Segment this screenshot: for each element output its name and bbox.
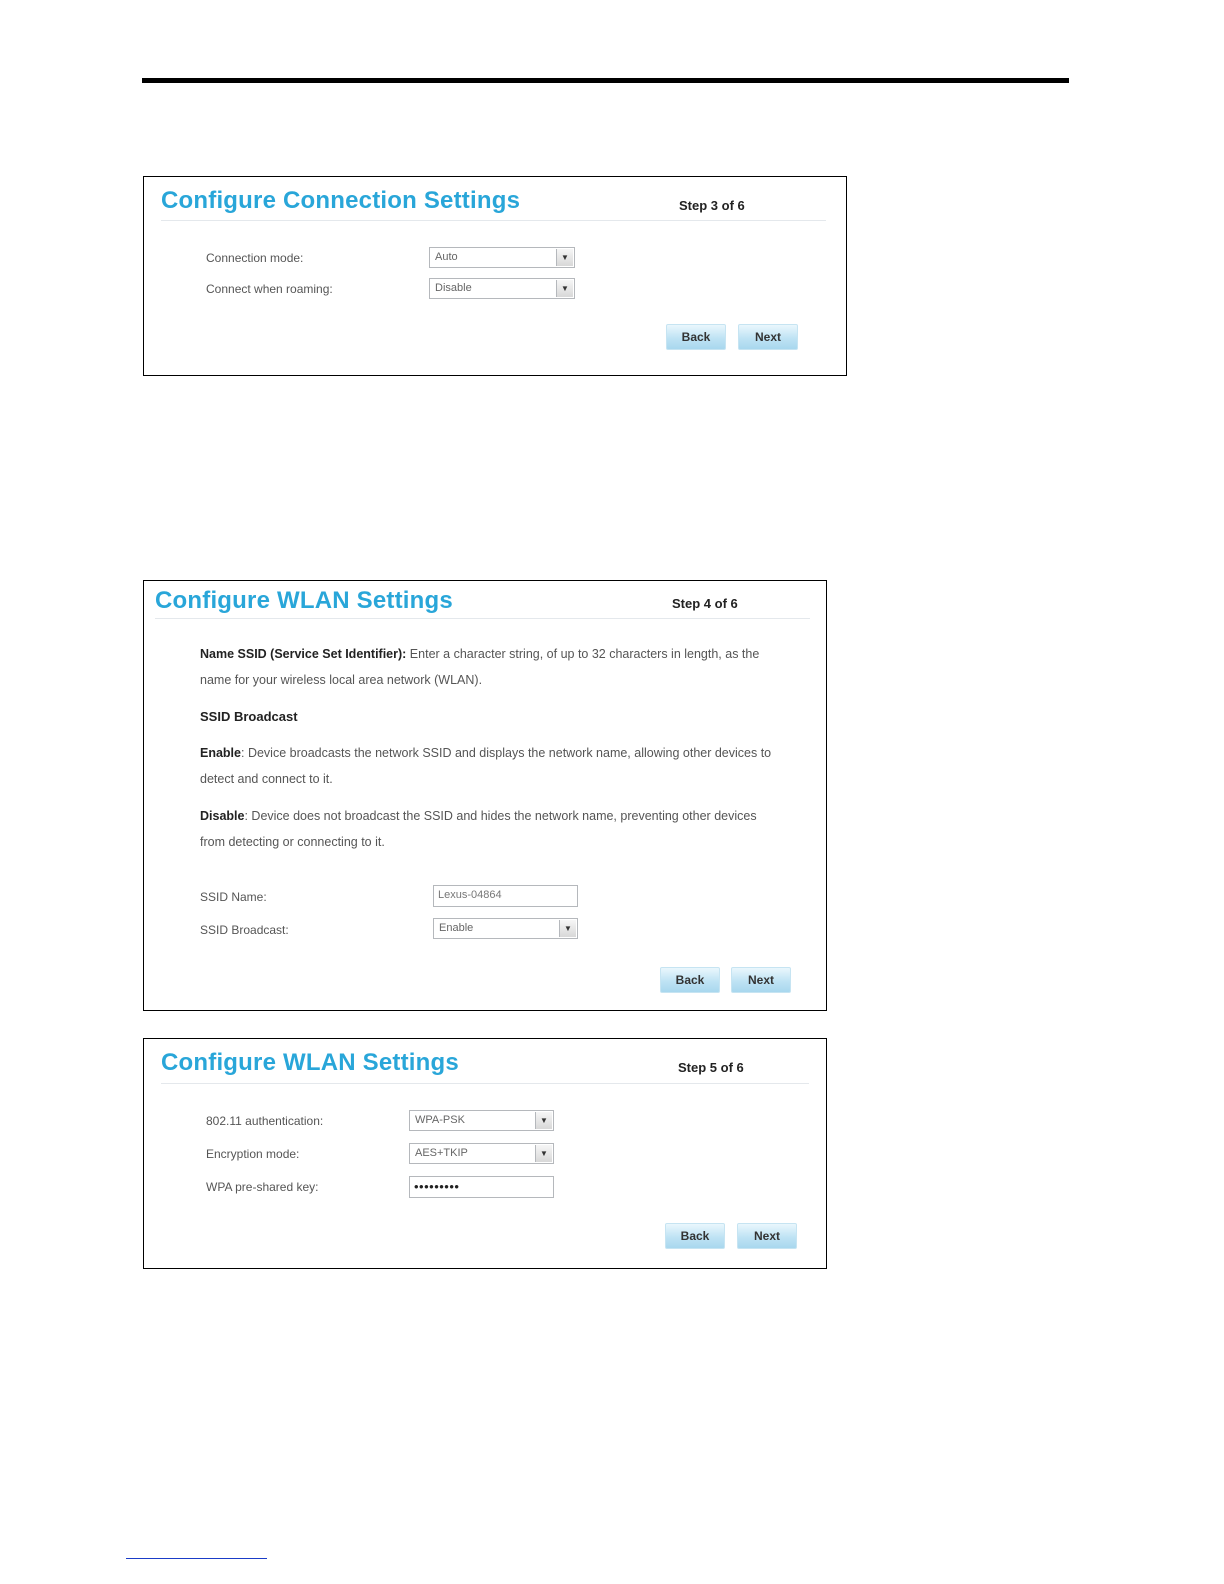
enable-term: Enable <box>200 746 241 760</box>
auth-value: WPA-PSK <box>415 1114 465 1126</box>
ssid-desc: Enter a character string, of up to 32 characters in length, as the name for your wireless local area network (WLAN). <box>200 647 760 687</box>
panel-title: Configure WLAN Settings <box>155 587 453 614</box>
auth-label: 802.11 authentication: <box>206 1114 324 1128</box>
auth-select[interactable] <box>409 1110 554 1131</box>
ssid-name-input[interactable] <box>433 885 578 907</box>
connection-mode-value: Auto <box>435 251 458 263</box>
ssid-broadcast-value: Enable <box>439 922 474 934</box>
wlan-settings-panel-step5 <box>143 1038 827 1269</box>
panel-title: Configure Connection Settings <box>161 187 521 214</box>
psk-value: ••••••••• <box>414 1179 460 1194</box>
back-button[interactable]: Back <box>666 324 726 350</box>
back-button[interactable]: Back <box>665 1223 725 1249</box>
connect-roaming-label: Connect when roaming: <box>206 282 333 296</box>
disable-desc: : Device does not broadcast the SSID and hides the network name, preventing other devices from detecting or connecting to it. <box>200 809 757 849</box>
ssid-name-value: Lexus-04864 <box>438 889 502 901</box>
encryption-select[interactable] <box>409 1143 554 1164</box>
page-top-rule <box>142 78 1069 83</box>
psk-input[interactable] <box>409 1176 554 1198</box>
ssid-description <box>200 641 790 693</box>
encryption-value: AES+TKIP <box>415 1147 468 1159</box>
ssid-term: Name SSID (Service Set Identifier): <box>200 647 407 661</box>
chevron-down-icon[interactable]: ▼ <box>535 1145 552 1162</box>
disable-term: Disable <box>200 809 245 823</box>
chevron-down-icon[interactable]: ▼ <box>559 920 576 937</box>
connection-settings-panel <box>143 176 847 376</box>
chevron-down-icon[interactable]: ▼ <box>556 280 573 297</box>
ssid-name-label: SSID Name: <box>200 890 267 904</box>
connect-roaming-value: Disable <box>435 282 472 294</box>
connection-mode-select[interactable] <box>429 247 575 268</box>
psk-label: WPA pre-shared key: <box>206 1180 319 1194</box>
connection-mode-label: Connection mode: <box>206 251 304 265</box>
chevron-down-icon[interactable]: ▼ <box>556 249 573 266</box>
title-divider <box>161 1083 809 1084</box>
enable-desc: : Device broadcasts the network SSID and displays the network name, allowing other devices to detect and connect to it. <box>200 746 772 786</box>
connect-roaming-select[interactable] <box>429 278 575 299</box>
panel-title: Configure WLAN Settings <box>161 1049 459 1076</box>
title-divider <box>155 618 810 619</box>
encryption-label: Encryption mode: <box>206 1147 300 1161</box>
ssid-broadcast-select[interactable] <box>433 918 578 939</box>
step-indicator: Step 4 of 6 <box>672 596 738 611</box>
disable-description <box>200 803 780 855</box>
next-button[interactable]: Next <box>731 967 791 993</box>
back-button[interactable]: Back <box>660 967 720 993</box>
step-indicator: Step 3 of 6 <box>679 198 745 213</box>
ssid-broadcast-heading: SSID Broadcast <box>200 709 298 724</box>
next-button[interactable]: Next <box>737 1223 797 1249</box>
chevron-down-icon[interactable]: ▼ <box>535 1112 552 1129</box>
title-divider <box>161 220 826 221</box>
next-button[interactable]: Next <box>738 324 798 350</box>
wlan-settings-panel-step4 <box>143 580 827 1011</box>
footer-link-underline <box>126 1558 267 1559</box>
step-indicator: Step 5 of 6 <box>678 1060 744 1075</box>
enable-description <box>200 740 800 792</box>
ssid-broadcast-label: SSID Broadcast: <box>200 923 289 937</box>
